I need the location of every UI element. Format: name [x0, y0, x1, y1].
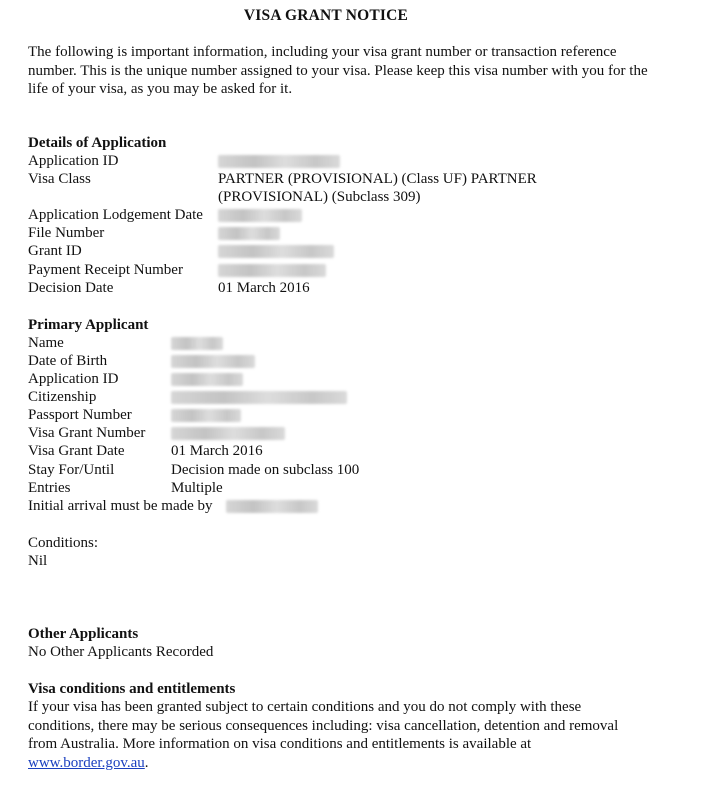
stay-value: Decision made on subclass 100: [171, 462, 360, 478]
entitlements-heading: Visa conditions and entitlements: [28, 681, 236, 697]
grant-id-label: Grant ID: [28, 243, 82, 259]
stay-label: Stay For/Until: [28, 462, 115, 478]
name-label: Name: [28, 335, 64, 351]
grant-date-label: Visa Grant Date: [28, 443, 125, 459]
grant-number-label: Visa Grant Number: [28, 425, 146, 441]
other-applicants-heading: Other Applicants: [28, 626, 139, 642]
other-applicants-value: No Other Applicants Recorded: [28, 644, 214, 660]
passport-label: Passport Number: [28, 407, 132, 423]
grant-id-redacted: [218, 242, 334, 263]
conditions-value: Nil: [28, 553, 48, 569]
application-id-label: Application ID: [28, 153, 119, 169]
citizenship-label: Citizenship: [28, 389, 97, 405]
entitlements-paragraph: [28, 698, 628, 772]
intro-paragraph: The following is important information, including your visa grant number or transaction reference number. This is the unique number assigned to your visa. Please keep this visa number with you for the life of your visa, as you may be asked for it.: [28, 44, 648, 97]
details-heading: Details of Application: [28, 135, 167, 151]
document-title: VISA GRANT NOTICE: [243, 7, 409, 24]
lodgement-date-label: Application Lodgement Date: [28, 207, 203, 223]
entitlements-link-suffix: .: [144, 754, 149, 771]
dob-label: Date of Birth: [28, 353, 108, 369]
receipt-number-label: Payment Receipt Number: [28, 262, 183, 278]
primary-application-id-label: Application ID: [28, 371, 119, 387]
file-number-label: File Number: [28, 225, 105, 241]
conditions-label: Conditions:: [28, 535, 99, 551]
arrival-date-redacted: [226, 497, 318, 518]
border-website-link[interactable]: www.border.gov.au: [28, 754, 145, 771]
decision-date-value: 01 March 2016: [218, 280, 310, 296]
arrival-label: Initial arrival must be made by: [28, 498, 213, 514]
grant-date-value: 01 March 2016: [171, 443, 263, 459]
decision-date-label: Decision Date: [28, 280, 114, 296]
visa-class-value: PARTNER (PROVISIONAL) (Class UF) PARTNER (PROVISIONAL) (Subclass 309): [218, 171, 537, 205]
primary-applicant-heading: Primary Applicant: [28, 317, 149, 333]
entitlements-text: If your visa has been granted subject to certain conditions and you do not comply with these conditions, there may be serious consequences including: visa cancellation, detention and removal from Australia. More information on visa conditions and entitlements is available at: [28, 699, 619, 752]
entries-label: Entries: [28, 480, 71, 496]
entries-value: Multiple: [171, 480, 223, 496]
visa-class-label: Visa Class: [28, 171, 91, 187]
